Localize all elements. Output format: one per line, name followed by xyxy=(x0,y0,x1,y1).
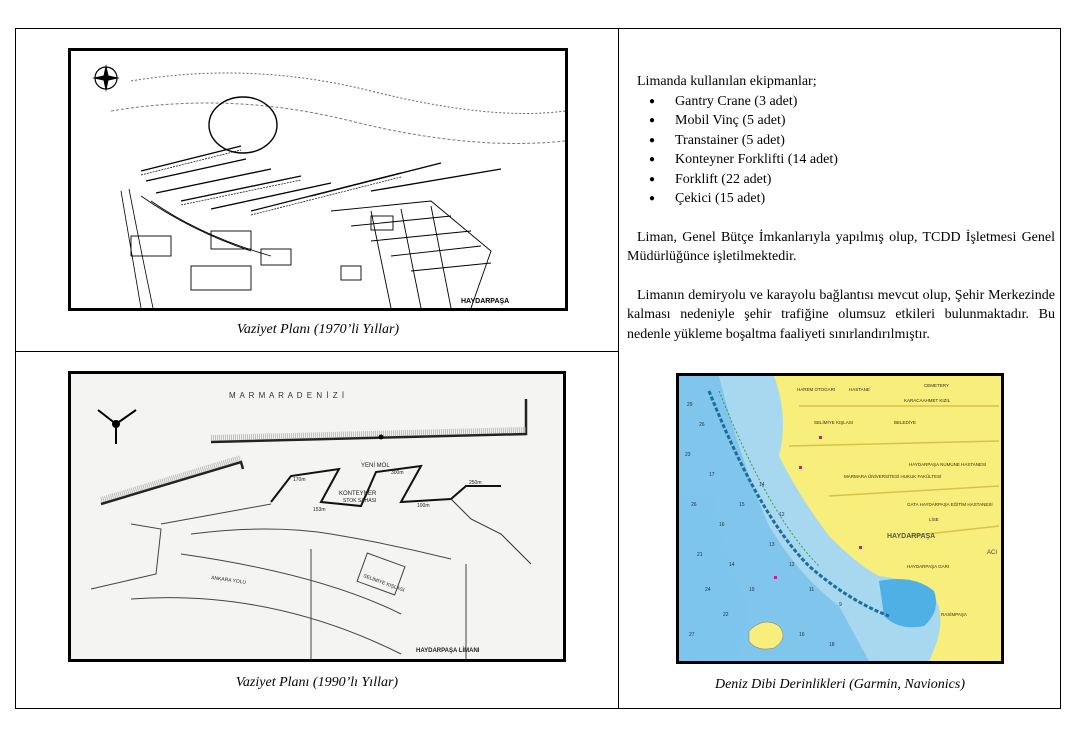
svg-text:22: 22 xyxy=(723,612,729,618)
svg-text:12: 12 xyxy=(789,562,795,568)
svg-text:12: 12 xyxy=(779,512,785,518)
sea-label: M A R M A R A D E N İ Z İ xyxy=(229,391,346,400)
svg-text:17: 17 xyxy=(709,472,715,478)
stock-label: STOK SAHASI xyxy=(343,498,377,504)
operation-paragraph: Liman, Genel Bütçe İmkanlarıyla yapılmış olup, TCDD İşletmesi Genel Müdürlüğünce işletilmektedir. xyxy=(627,229,1055,264)
dim-100: 100m xyxy=(417,503,430,509)
depth-chart-caption: Deniz Dibi Derinlikleri (Garmin, Navionics) xyxy=(714,677,966,692)
column-divider xyxy=(618,28,619,709)
svg-text:16: 16 xyxy=(799,632,805,638)
chart-label-marmara: MARMARA ÜNİVERSİTESİ HUKUK FAKÜLTESİ xyxy=(844,474,942,479)
svg-text:11: 11 xyxy=(809,587,815,593)
svg-text:15: 15 xyxy=(739,502,745,508)
list-item: ● Mobil Vinç (5 adet) xyxy=(627,111,1055,131)
road-label: ANKARA YOLU xyxy=(210,575,247,586)
chart-label-lise: LİSE xyxy=(929,517,939,522)
plan-1990-caption: Vaziyet Planı (1990’lı Yıllar) xyxy=(235,675,399,690)
svg-text:13: 13 xyxy=(769,542,775,548)
chart-label-kizil: KARACAAHMET KIZIL xyxy=(904,398,951,403)
svg-text:23: 23 xyxy=(685,452,691,458)
row-divider xyxy=(15,351,619,352)
chart-label-aci: ACI xyxy=(987,550,998,556)
plan-1970-figure xyxy=(68,48,568,311)
chart-label-otogar: HAREM OTOGARI xyxy=(797,387,836,392)
svg-text:24: 24 xyxy=(705,587,711,593)
chart-label-numune: HAYDARPAŞA NUMUNE HASTANESİ xyxy=(909,462,987,467)
svg-text:21: 21 xyxy=(697,552,703,558)
chart-label-belediye: BELEDİYE xyxy=(894,420,917,425)
svg-text:14: 14 xyxy=(759,482,765,488)
plan-1970-label: HAYDARPAŞA xyxy=(461,298,510,305)
svg-text:18: 18 xyxy=(829,642,835,648)
chart-label-rasimpasa: RASİMPAŞA xyxy=(941,612,967,617)
svg-text:16: 16 xyxy=(719,522,725,528)
chart-label-cemetery: CEMETERY xyxy=(924,383,949,388)
plan-1970-map xyxy=(71,51,565,308)
chart-label-selimiye: SELİMİYE KIŞLASI xyxy=(814,420,854,425)
equipment-list xyxy=(627,92,1055,209)
plan-1990-label: HAYDARPAŞA LİMANI xyxy=(416,648,480,654)
svg-text:9: 9 xyxy=(839,602,842,608)
depth-chart-map xyxy=(679,376,1001,661)
dim-250: 250m xyxy=(469,480,482,486)
chart-label-haydarpasa: HAYDARPAŞA xyxy=(887,533,936,540)
depth-chart-figure xyxy=(676,373,1004,664)
list-item: ● Konteyner Forklifti (14 adet) xyxy=(627,150,1055,170)
selimiye-label: SELİMİYE KIŞLASI xyxy=(362,573,406,594)
equipment-intro: Limanda kullanılan ekipmanlar; xyxy=(637,74,817,89)
svg-text:26: 26 xyxy=(691,502,697,508)
plan-1970-caption: Vaziyet Planı (1970’li Yıllar) xyxy=(236,322,400,337)
chart-label-gari: HAYDARPAŞA GARI xyxy=(907,564,950,569)
new-pier-label: YENİ MOL xyxy=(361,463,390,469)
svg-text:29: 29 xyxy=(687,402,693,408)
svg-text:27: 27 xyxy=(689,632,695,638)
svg-text:19: 19 xyxy=(749,587,755,593)
list-item: ● Forklift (22 adet) xyxy=(627,170,1055,190)
list-item: ● Gantry Crane (3 adet) xyxy=(627,92,1055,112)
dim-170: 170m xyxy=(293,477,306,483)
chart-label-hastane: HASTANE xyxy=(849,387,870,392)
port-info-text xyxy=(627,72,1055,344)
list-item: ● Transtainer (5 adet) xyxy=(627,131,1055,151)
dim-153: 153m xyxy=(313,507,326,513)
plan-1990-map xyxy=(71,374,563,659)
container-label: KONTEYNER xyxy=(339,491,377,497)
svg-text:26: 26 xyxy=(699,422,705,428)
svg-text:14: 14 xyxy=(729,562,735,568)
dim-300: 300m xyxy=(391,470,404,476)
list-item: ● Çekici (15 adet) xyxy=(627,189,1055,209)
connection-paragraph: Limanın demiryolu ve karayolu bağlantısı mevcut olup, Şehir Merkezinde kalması nedeniyle şehir trafiğine olumsuz etkileri bulunmaktadır. Bu nedenle yükleme boşaltma faaliyeti sınırlandırılmıştır. xyxy=(627,287,1055,342)
chart-label-gata: GATA HAYDARPAŞA EĞİTİM HASTANESİ xyxy=(907,502,993,507)
plan-1990-figure xyxy=(68,371,566,662)
